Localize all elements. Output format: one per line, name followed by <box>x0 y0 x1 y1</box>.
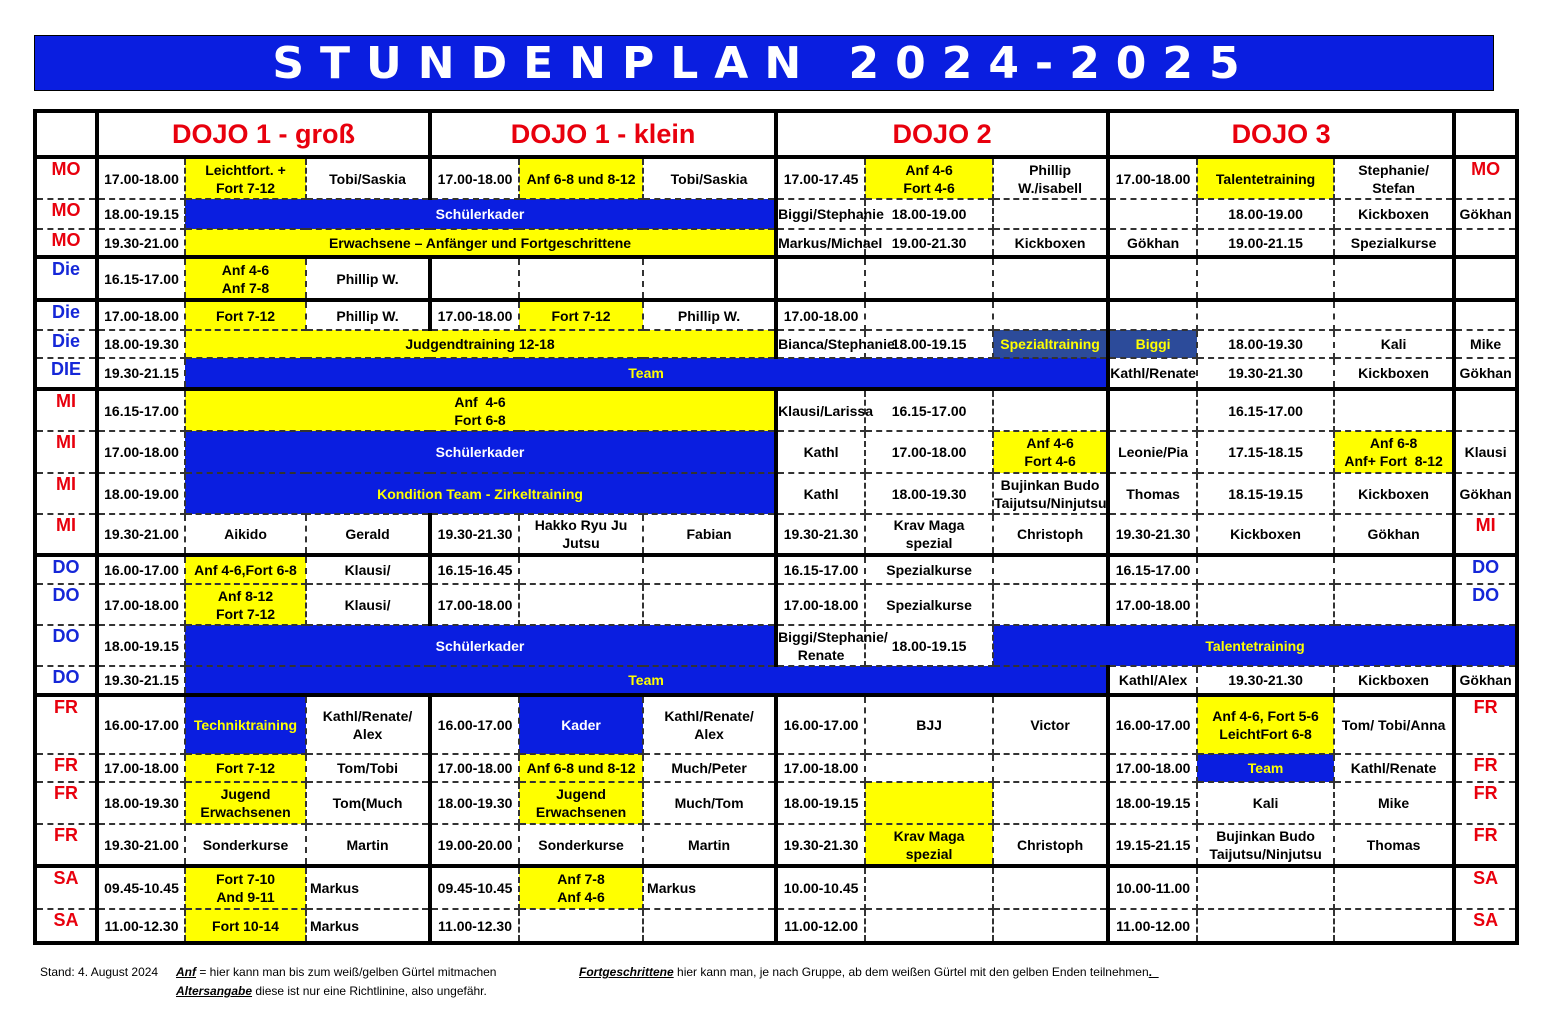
schedule-cell: 17.00-18.00 <box>430 157 519 199</box>
schedule-cell: Kathl/Renate <box>1108 358 1197 389</box>
schedule-row <box>35 431 1517 473</box>
schedule-cell: Krav Maga spezial <box>865 514 993 555</box>
day-label-right: FR <box>1454 695 1517 754</box>
day-label-left: DIE <box>35 358 97 389</box>
schedule-cell: Thomas <box>1108 473 1197 514</box>
day-label-left: Die <box>35 300 97 330</box>
schedule-cell: Bianca/Stephanie <box>776 330 865 358</box>
time-cell: 18.00-19.30 <box>97 330 185 358</box>
schedule-cell: Anf 7-8 Anf 4-6 <box>519 866 643 909</box>
header-corner-left <box>35 111 97 157</box>
schedule-cell: Phillip W. <box>306 257 430 300</box>
schedule-cell: Kathl <box>776 473 865 514</box>
schedule-cell: Markus <box>643 866 776 909</box>
schedule-cell: Krav Maga spezial <box>865 824 993 866</box>
time-cell: 17.00-18.00 <box>97 300 185 330</box>
schedule-cell <box>519 909 643 943</box>
schedule-cell: Anf 6-8 Anf+ Fort 8-12 <box>1334 431 1454 473</box>
time-cell: 18.00-19.15 <box>97 199 185 229</box>
schedule-cell: Fabian <box>643 514 776 555</box>
schedule-cell: Tom(Much <box>306 782 430 824</box>
time-cell: 17.00-18.00 <box>97 754 185 782</box>
schedule-cell <box>865 866 993 909</box>
time-cell: 09.45-10.45 <box>97 866 185 909</box>
day-label-left: MI <box>35 514 97 555</box>
schedule-cell: Christoph <box>993 824 1108 866</box>
schedule-cell: 16.15-16.45 <box>430 555 519 584</box>
schedule-cell <box>1334 584 1454 625</box>
schedule-cell <box>993 909 1108 943</box>
schedule-cell: Kondition Team - Zirkeltraining <box>185 473 776 514</box>
schedule-row <box>35 199 1517 229</box>
schedule-cell: 19.00-21.15 <box>1197 229 1334 257</box>
schedule-cell: Thomas <box>1334 824 1454 866</box>
day-label-right: SA <box>1454 866 1517 909</box>
schedule-cell: 19.15-21.15 <box>1108 824 1197 866</box>
schedule-cell: Anf 4-6 Fort 6-8 <box>185 389 776 431</box>
schedule-cell: 18.15-19.15 <box>1197 473 1334 514</box>
schedule-cell: Biggi/Stephanie <box>776 199 865 229</box>
time-cell: 18.00-19.30 <box>97 782 185 824</box>
schedule-cell <box>1197 584 1334 625</box>
alter-term: Altersangabe <box>176 984 253 998</box>
schedule-row <box>35 584 1517 625</box>
schedule-cell: Gökhan <box>1454 666 1517 695</box>
schedule-cell: 19.30-21.30 <box>1197 358 1334 389</box>
schedule-cell: 18.00-19.30 <box>1197 330 1334 358</box>
day-label-left: MO <box>35 229 97 257</box>
schedule-cell: Kickboxen <box>1334 666 1454 695</box>
schedule-cell: Markus <box>306 909 430 943</box>
schedule-cell: Klausi <box>1454 431 1517 473</box>
schedule-cell: Kickboxen <box>1334 473 1454 514</box>
schedule-cell: Techniktraining <box>185 695 306 754</box>
schedule-cell <box>1108 389 1197 431</box>
time-cell: 18.00-19.00 <box>97 473 185 514</box>
schedule-cell <box>993 782 1108 824</box>
schedule-row <box>35 358 1517 389</box>
schedule-cell: Victor <box>993 695 1108 754</box>
footer-notes <box>40 963 1500 1003</box>
schedule-cell: Anf 8-12 Fort 7-12 <box>185 584 306 625</box>
schedule-cell: 17.00-17.45 <box>776 157 865 199</box>
day-label-left: SA <box>35 909 97 943</box>
schedule-cell: Aikido <box>185 514 306 555</box>
schedule-cell <box>1197 555 1334 584</box>
schedule-row <box>35 695 1517 754</box>
schedule-cell: Gerald <box>306 514 430 555</box>
schedule-cell: Tobi/Saskia <box>306 157 430 199</box>
schedule-cell: Martin <box>306 824 430 866</box>
schedule-cell: Anf 6-8 und 8-12 <box>519 754 643 782</box>
dojo-header-1-gross: DOJO 1 - groß <box>97 111 430 157</box>
schedule-cell: 19.30-21.30 <box>1197 666 1334 695</box>
schedule-cell <box>643 257 776 300</box>
schedule-cell <box>865 782 993 824</box>
schedule-cell: 16.15-17.00 <box>1197 389 1334 431</box>
schedule-cell: Spezialkurse <box>865 584 993 625</box>
schedule-cell: Fort 10-14 <box>185 909 306 943</box>
day-label-left: MI <box>35 473 97 514</box>
schedule-row <box>35 824 1517 866</box>
schedule-cell: Anf 4-6 Anf 7-8 <box>185 257 306 300</box>
schedule-cell <box>993 584 1108 625</box>
time-cell: 19.30-21.15 <box>97 358 185 389</box>
day-label-left: MO <box>35 199 97 229</box>
schedule-cell: Talentetraining <box>993 625 1517 666</box>
schedule-cell: 09.45-10.45 <box>430 866 519 909</box>
schedule-cell: 17.00-18.00 <box>776 300 865 330</box>
schedule-cell <box>1334 389 1454 431</box>
schedule-cell: 17.00-18.00 <box>430 754 519 782</box>
schedule-cell <box>1334 300 1454 330</box>
schedule-cell: 19.00-21.30 <box>865 229 993 257</box>
page-title: STUNDENPLAN 2024-2025 <box>34 35 1494 91</box>
schedule-cell <box>993 754 1108 782</box>
stand-date: Stand: 4. August 2024 <box>40 965 159 979</box>
schedule-cell: Martin <box>643 824 776 866</box>
schedule-cell: Leonie/Pia <box>1108 431 1197 473</box>
schedule-cell <box>519 257 643 300</box>
schedule-cell: Much/Tom <box>643 782 776 824</box>
schedule-cell: Gökhan <box>1454 199 1517 229</box>
schedule-cell: Sonderkurse <box>519 824 643 866</box>
time-cell: 19.30-21.00 <box>97 229 185 257</box>
schedule-cell: Phillip W./isabell <box>993 157 1108 199</box>
anf-term: Anf <box>176 965 196 979</box>
schedule-cell: Team <box>1197 754 1334 782</box>
schedule-cell: Spezialtraining <box>993 330 1108 358</box>
time-cell: 18.00-19.15 <box>97 625 185 666</box>
schedule-cell: Kathl/Alex <box>1108 666 1197 695</box>
schedule-cell: Sonderkurse <box>185 824 306 866</box>
schedule-cell: 11.00-12.30 <box>430 909 519 943</box>
schedule-cell: 11.00-12.00 <box>1108 909 1197 943</box>
schedule-cell: 17.00-18.00 <box>1108 754 1197 782</box>
time-cell: 16.00-17.00 <box>97 555 185 584</box>
schedule-cell: Schülerkader <box>185 199 776 229</box>
dojo-header-1-klein: DOJO 1 - klein <box>430 111 776 157</box>
schedule-cell: Team <box>185 358 1108 389</box>
fort-term: Fortgeschrittene <box>579 965 674 979</box>
schedule-row <box>35 300 1517 330</box>
schedule-row <box>35 909 1517 943</box>
schedule-cell <box>643 555 776 584</box>
dojo-header-3: DOJO 3 <box>1108 111 1454 157</box>
day-label-left: MI <box>35 389 97 431</box>
schedule-cell <box>519 584 643 625</box>
schedule-cell <box>1454 229 1517 257</box>
day-label-right: FR <box>1454 782 1517 824</box>
schedule-cell: Kickboxen <box>1334 358 1454 389</box>
schedule-cell: 10.00-10.45 <box>776 866 865 909</box>
schedule-cell: Markus/Michael <box>776 229 865 257</box>
schedule-row <box>35 666 1517 695</box>
schedule-cell <box>519 555 643 584</box>
anf-text: = hier kann man bis zum weiß/gelben Gürtel mitmachen <box>196 965 497 979</box>
schedule-cell: 19.30-21.30 <box>1108 514 1197 555</box>
schedule-cell: Spezialkurse <box>865 555 993 584</box>
time-cell: 17.00-18.00 <box>97 431 185 473</box>
schedule-cell <box>1197 866 1334 909</box>
schedule-cell: Markus <box>306 866 430 909</box>
schedule-cell: Anf 4-6, Fort 5-6 LeichtFort 6-8 <box>1197 695 1334 754</box>
day-label-right: FR <box>1454 754 1517 782</box>
schedule-cell <box>1334 909 1454 943</box>
fort-end: . <box>1148 965 1159 979</box>
schedule-cell: Hakko Ryu Ju Jutsu <box>519 514 643 555</box>
schedule-cell <box>1108 199 1197 229</box>
schedule-cell: Gökhan <box>1454 473 1517 514</box>
schedule-cell: 16.00-17.00 <box>776 695 865 754</box>
schedule-cell: 17.00-18.00 <box>776 754 865 782</box>
schedule-cell: Fort 7-12 <box>185 754 306 782</box>
schedule-cell: 18.00-19.30 <box>865 473 993 514</box>
schedule-cell: Spezialkurse <box>1334 229 1454 257</box>
schedule-cell <box>993 199 1108 229</box>
schedule-table <box>33 109 1519 945</box>
day-label-left: Die <box>35 257 97 300</box>
day-label-right: DO <box>1454 584 1517 625</box>
schedule-cell: Kickboxen <box>993 229 1108 257</box>
schedule-row <box>35 157 1517 199</box>
schedule-cell: Bujinkan Budo Taijutsu/Ninjutsu <box>993 473 1108 514</box>
schedule-cell <box>993 389 1108 431</box>
schedule-cell: Tobi/Saskia <box>643 157 776 199</box>
schedule-cell: Kickboxen <box>1197 514 1334 555</box>
schedule-cell: Erwachsene – Anfänger und Fortgeschrittene <box>185 229 776 257</box>
schedule-cell: 19.30-21.30 <box>430 514 519 555</box>
schedule-cell: Kathl/Renate/ Alex <box>306 695 430 754</box>
schedule-row <box>35 257 1517 300</box>
schedule-cell: Gökhan <box>1454 358 1517 389</box>
time-cell: 19.30-21.00 <box>97 514 185 555</box>
schedule-cell: Jugend Erwachsenen <box>519 782 643 824</box>
schedule-cell: 17.15-18.15 <box>1197 431 1334 473</box>
day-label-left: FR <box>35 782 97 824</box>
time-cell: 16.00-17.00 <box>97 695 185 754</box>
schedule-cell: Kathl/Renate <box>1334 754 1454 782</box>
schedule-cell: 17.00-18.00 <box>1108 157 1197 199</box>
schedule-cell <box>865 300 993 330</box>
schedule-cell <box>1197 257 1334 300</box>
time-cell: 16.15-17.00 <box>97 389 185 431</box>
schedule-cell: Fort 7-12 <box>185 300 306 330</box>
schedule-cell: 17.00-18.00 <box>430 300 519 330</box>
schedule-row <box>35 514 1517 555</box>
schedule-cell: Gökhan <box>1108 229 1197 257</box>
time-cell: 17.00-18.00 <box>97 584 185 625</box>
schedule-cell: Anf 6-8 und 8-12 <box>519 157 643 199</box>
schedule-cell <box>1334 555 1454 584</box>
schedule-cell: Phillip W. <box>306 300 430 330</box>
schedule-cell: Judgendtraining 12-18 <box>185 330 776 358</box>
day-label-left: DO <box>35 584 97 625</box>
schedule-cell <box>643 584 776 625</box>
schedule-cell: Talentetraining <box>1197 157 1334 199</box>
schedule-cell: Anf 4-6,Fort 6-8 <box>185 555 306 584</box>
schedule-cell: Gökhan <box>1334 514 1454 555</box>
fort-note <box>579 965 1159 979</box>
day-label-left: MI <box>35 431 97 473</box>
schedule-cell <box>865 257 993 300</box>
schedule-cell: Bujinkan Budo Taijutsu/Ninjutsu <box>1197 824 1334 866</box>
time-cell: 19.30-21.00 <box>97 824 185 866</box>
schedule-cell <box>865 754 993 782</box>
schedule-cell: Klausi/Larissa <box>776 389 865 431</box>
schedule-cell: 11.00-12.00 <box>776 909 865 943</box>
schedule-cell: Schülerkader <box>185 625 776 666</box>
day-label-left: MO <box>35 157 97 199</box>
time-cell: 16.15-17.00 <box>97 257 185 300</box>
day-label-right: SA <box>1454 909 1517 943</box>
schedule-cell: 19.30-21.30 <box>776 514 865 555</box>
day-label-left: DO <box>35 625 97 666</box>
schedule-row <box>35 625 1517 666</box>
day-label-right: MO <box>1454 157 1517 199</box>
schedule-cell: Jugend Erwachsenen <box>185 782 306 824</box>
schedule-cell <box>993 257 1108 300</box>
schedule-cell <box>993 866 1108 909</box>
schedule-cell: 16.15-17.00 <box>1108 555 1197 584</box>
schedule-cell: 16.00-17.00 <box>1108 695 1197 754</box>
schedule-cell <box>1454 389 1517 431</box>
day-label-left: FR <box>35 754 97 782</box>
schedule-row <box>35 555 1517 584</box>
schedule-cell: 18.00-19.30 <box>430 782 519 824</box>
schedule-cell: Mike <box>1454 330 1517 358</box>
fort-text: hier kann man, je nach Gruppe, ab dem weißen Gürtel mit den gelben Enden teilnehmen <box>673 965 1149 979</box>
schedule-cell: Kali <box>1197 782 1334 824</box>
time-cell: 19.30-21.15 <box>97 666 185 695</box>
schedule-cell <box>1334 257 1454 300</box>
schedule-cell: Kathl/Renate/ Alex <box>643 695 776 754</box>
schedule-cell: 17.00-18.00 <box>1108 584 1197 625</box>
schedule-cell: Schülerkader <box>185 431 776 473</box>
schedule-cell: 16.15-17.00 <box>865 389 993 431</box>
schedule-cell <box>430 257 519 300</box>
schedule-cell: 16.15-17.00 <box>776 555 865 584</box>
schedule-cell: Tom/ Tobi/Anna <box>1334 695 1454 754</box>
schedule-cell <box>1334 866 1454 909</box>
schedule-cell: Anf 4-6 Fort 4-6 <box>865 157 993 199</box>
schedule-cell: BJJ <box>865 695 993 754</box>
schedule-cell <box>993 300 1108 330</box>
schedule-cell: Stephanie/ Stefan <box>1334 157 1454 199</box>
schedule-cell: Team <box>185 666 1108 695</box>
schedule-cell <box>776 257 865 300</box>
dojo-header-2: DOJO 2 <box>776 111 1108 157</box>
day-label-left: DO <box>35 555 97 584</box>
schedule-cell: Much/Peter <box>643 754 776 782</box>
day-label-right <box>1454 257 1517 300</box>
schedule-cell: Kali <box>1334 330 1454 358</box>
schedule-cell: Mike <box>1334 782 1454 824</box>
schedule-cell <box>1197 300 1334 330</box>
day-label-left: DO <box>35 666 97 695</box>
time-cell: 11.00-12.30 <box>97 909 185 943</box>
schedule-row <box>35 866 1517 909</box>
schedule-row <box>35 754 1517 782</box>
schedule-cell: Leichtfort. + Fort 7-12 <box>185 157 306 199</box>
day-label-left: FR <box>35 824 97 866</box>
schedule-cell: 18.00-19.15 <box>865 625 993 666</box>
schedule-cell <box>643 909 776 943</box>
schedule-row <box>35 330 1517 358</box>
schedule-cell: 10.00-11.00 <box>1108 866 1197 909</box>
header-row <box>35 111 1517 157</box>
day-label-left: Die <box>35 330 97 358</box>
alter-text: diese ist nur eine Richtlinine, also ungefähr. <box>252 984 487 998</box>
schedule-cell: Kader <box>519 695 643 754</box>
schedule-cell: 17.00-18.00 <box>776 584 865 625</box>
day-label-right: MI <box>1454 514 1517 555</box>
schedule-cell: Kathl <box>776 431 865 473</box>
day-label-right: DO <box>1454 555 1517 584</box>
day-label-left: SA <box>35 866 97 909</box>
schedule-cell: 18.00-19.15 <box>776 782 865 824</box>
schedule-cell: 17.00-18.00 <box>430 584 519 625</box>
schedule-cell <box>1197 909 1334 943</box>
day-label-right <box>1454 300 1517 330</box>
schedule-cell: 18.00-19.00 <box>1197 199 1334 229</box>
schedule-cell: Tom/Tobi <box>306 754 430 782</box>
schedule-cell: Klausi/ <box>306 584 430 625</box>
day-label-left: FR <box>35 695 97 754</box>
schedule-cell: Fort 7-10 And 9-11 <box>185 866 306 909</box>
schedule-cell: Biggi/Stephanie/ Renate <box>776 625 865 666</box>
schedule-cell: Klausi/ <box>306 555 430 584</box>
schedule-row <box>35 229 1517 257</box>
schedule-cell: Phillip W. <box>643 300 776 330</box>
schedule-cell: 19.00-20.00 <box>430 824 519 866</box>
day-label-right: FR <box>1454 824 1517 866</box>
schedule-cell: 19.30-21.30 <box>776 824 865 866</box>
schedule-row <box>35 473 1517 514</box>
time-cell: 17.00-18.00 <box>97 157 185 199</box>
schedule-cell: Christoph <box>993 514 1108 555</box>
schedule-cell: 16.00-17.00 <box>430 695 519 754</box>
schedule-row <box>35 782 1517 824</box>
schedule-cell <box>1108 257 1197 300</box>
schedule-cell: Kickboxen <box>1334 199 1454 229</box>
schedule-cell <box>993 555 1108 584</box>
schedule-cell: 17.00-18.00 <box>865 431 993 473</box>
schedule-cell <box>865 909 993 943</box>
schedule-row <box>35 389 1517 431</box>
schedule-cell: 18.00-19.00 <box>865 199 993 229</box>
schedule-cell: Fort 7-12 <box>519 300 643 330</box>
header-corner-right <box>1454 111 1517 157</box>
anf-note <box>176 965 496 979</box>
schedule-cell: Biggi <box>1108 330 1197 358</box>
alter-note <box>176 984 487 998</box>
schedule-cell: 18.00-19.15 <box>1108 782 1197 824</box>
schedule-cell <box>1108 300 1197 330</box>
schedule-cell: 18.00-19.15 <box>865 330 993 358</box>
schedule-cell: Anf 4-6 Fort 4-6 <box>993 431 1108 473</box>
